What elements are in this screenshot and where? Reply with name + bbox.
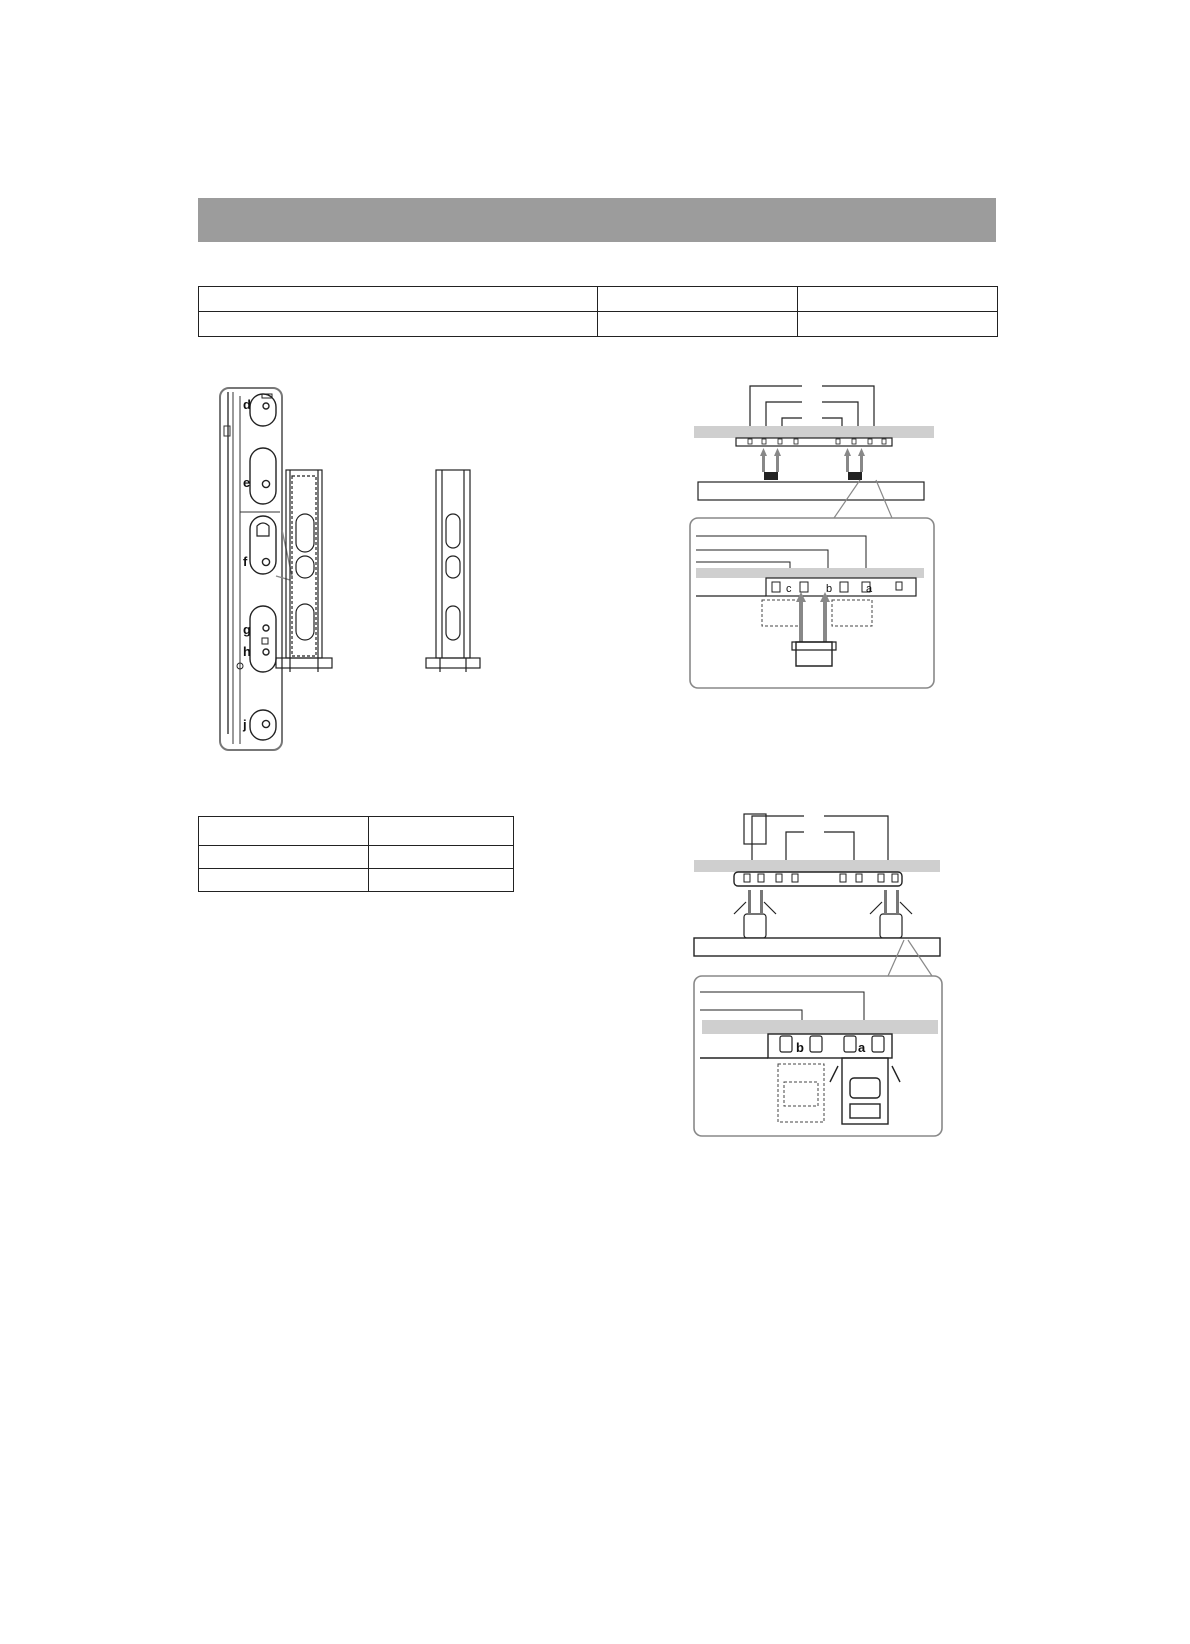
position-label-b: b	[826, 583, 833, 595]
position-label-b: b	[796, 1040, 804, 1055]
table-cell	[369, 817, 514, 846]
side-bracket-figure	[210, 380, 500, 760]
table-cell	[199, 869, 369, 892]
hole-label-h: h	[243, 644, 251, 659]
table-cell	[598, 312, 798, 337]
bracket-standalone	[426, 470, 480, 672]
bracket-mounted	[276, 470, 332, 672]
table-cell	[598, 287, 798, 312]
bottom-mounting-figure	[692, 814, 946, 1140]
top-mounting-figure	[690, 384, 940, 694]
table-cell	[798, 287, 998, 312]
table-row	[199, 869, 514, 892]
hole-label-g: g	[243, 622, 251, 637]
table-cell	[369, 846, 514, 869]
table-cell	[199, 287, 598, 312]
table-row	[199, 312, 998, 337]
table-cell	[369, 869, 514, 892]
section-header-bar	[198, 198, 996, 242]
spec-table	[198, 286, 998, 337]
hole-label-e: e	[243, 475, 251, 490]
table-row	[199, 287, 998, 312]
table-cell	[199, 846, 369, 869]
table-cell	[199, 817, 369, 846]
hole-label-j: j	[243, 717, 247, 732]
position-label-a: a	[858, 1040, 866, 1055]
position-label-a: a	[866, 583, 873, 595]
table-row	[199, 846, 514, 869]
hole-label-d: d	[243, 397, 251, 412]
table-cell	[798, 312, 998, 337]
table-row	[199, 817, 514, 846]
table-cell	[199, 312, 598, 337]
position-label-c: c	[786, 583, 792, 595]
position-table	[198, 816, 514, 892]
hole-label-f: f	[243, 554, 248, 569]
